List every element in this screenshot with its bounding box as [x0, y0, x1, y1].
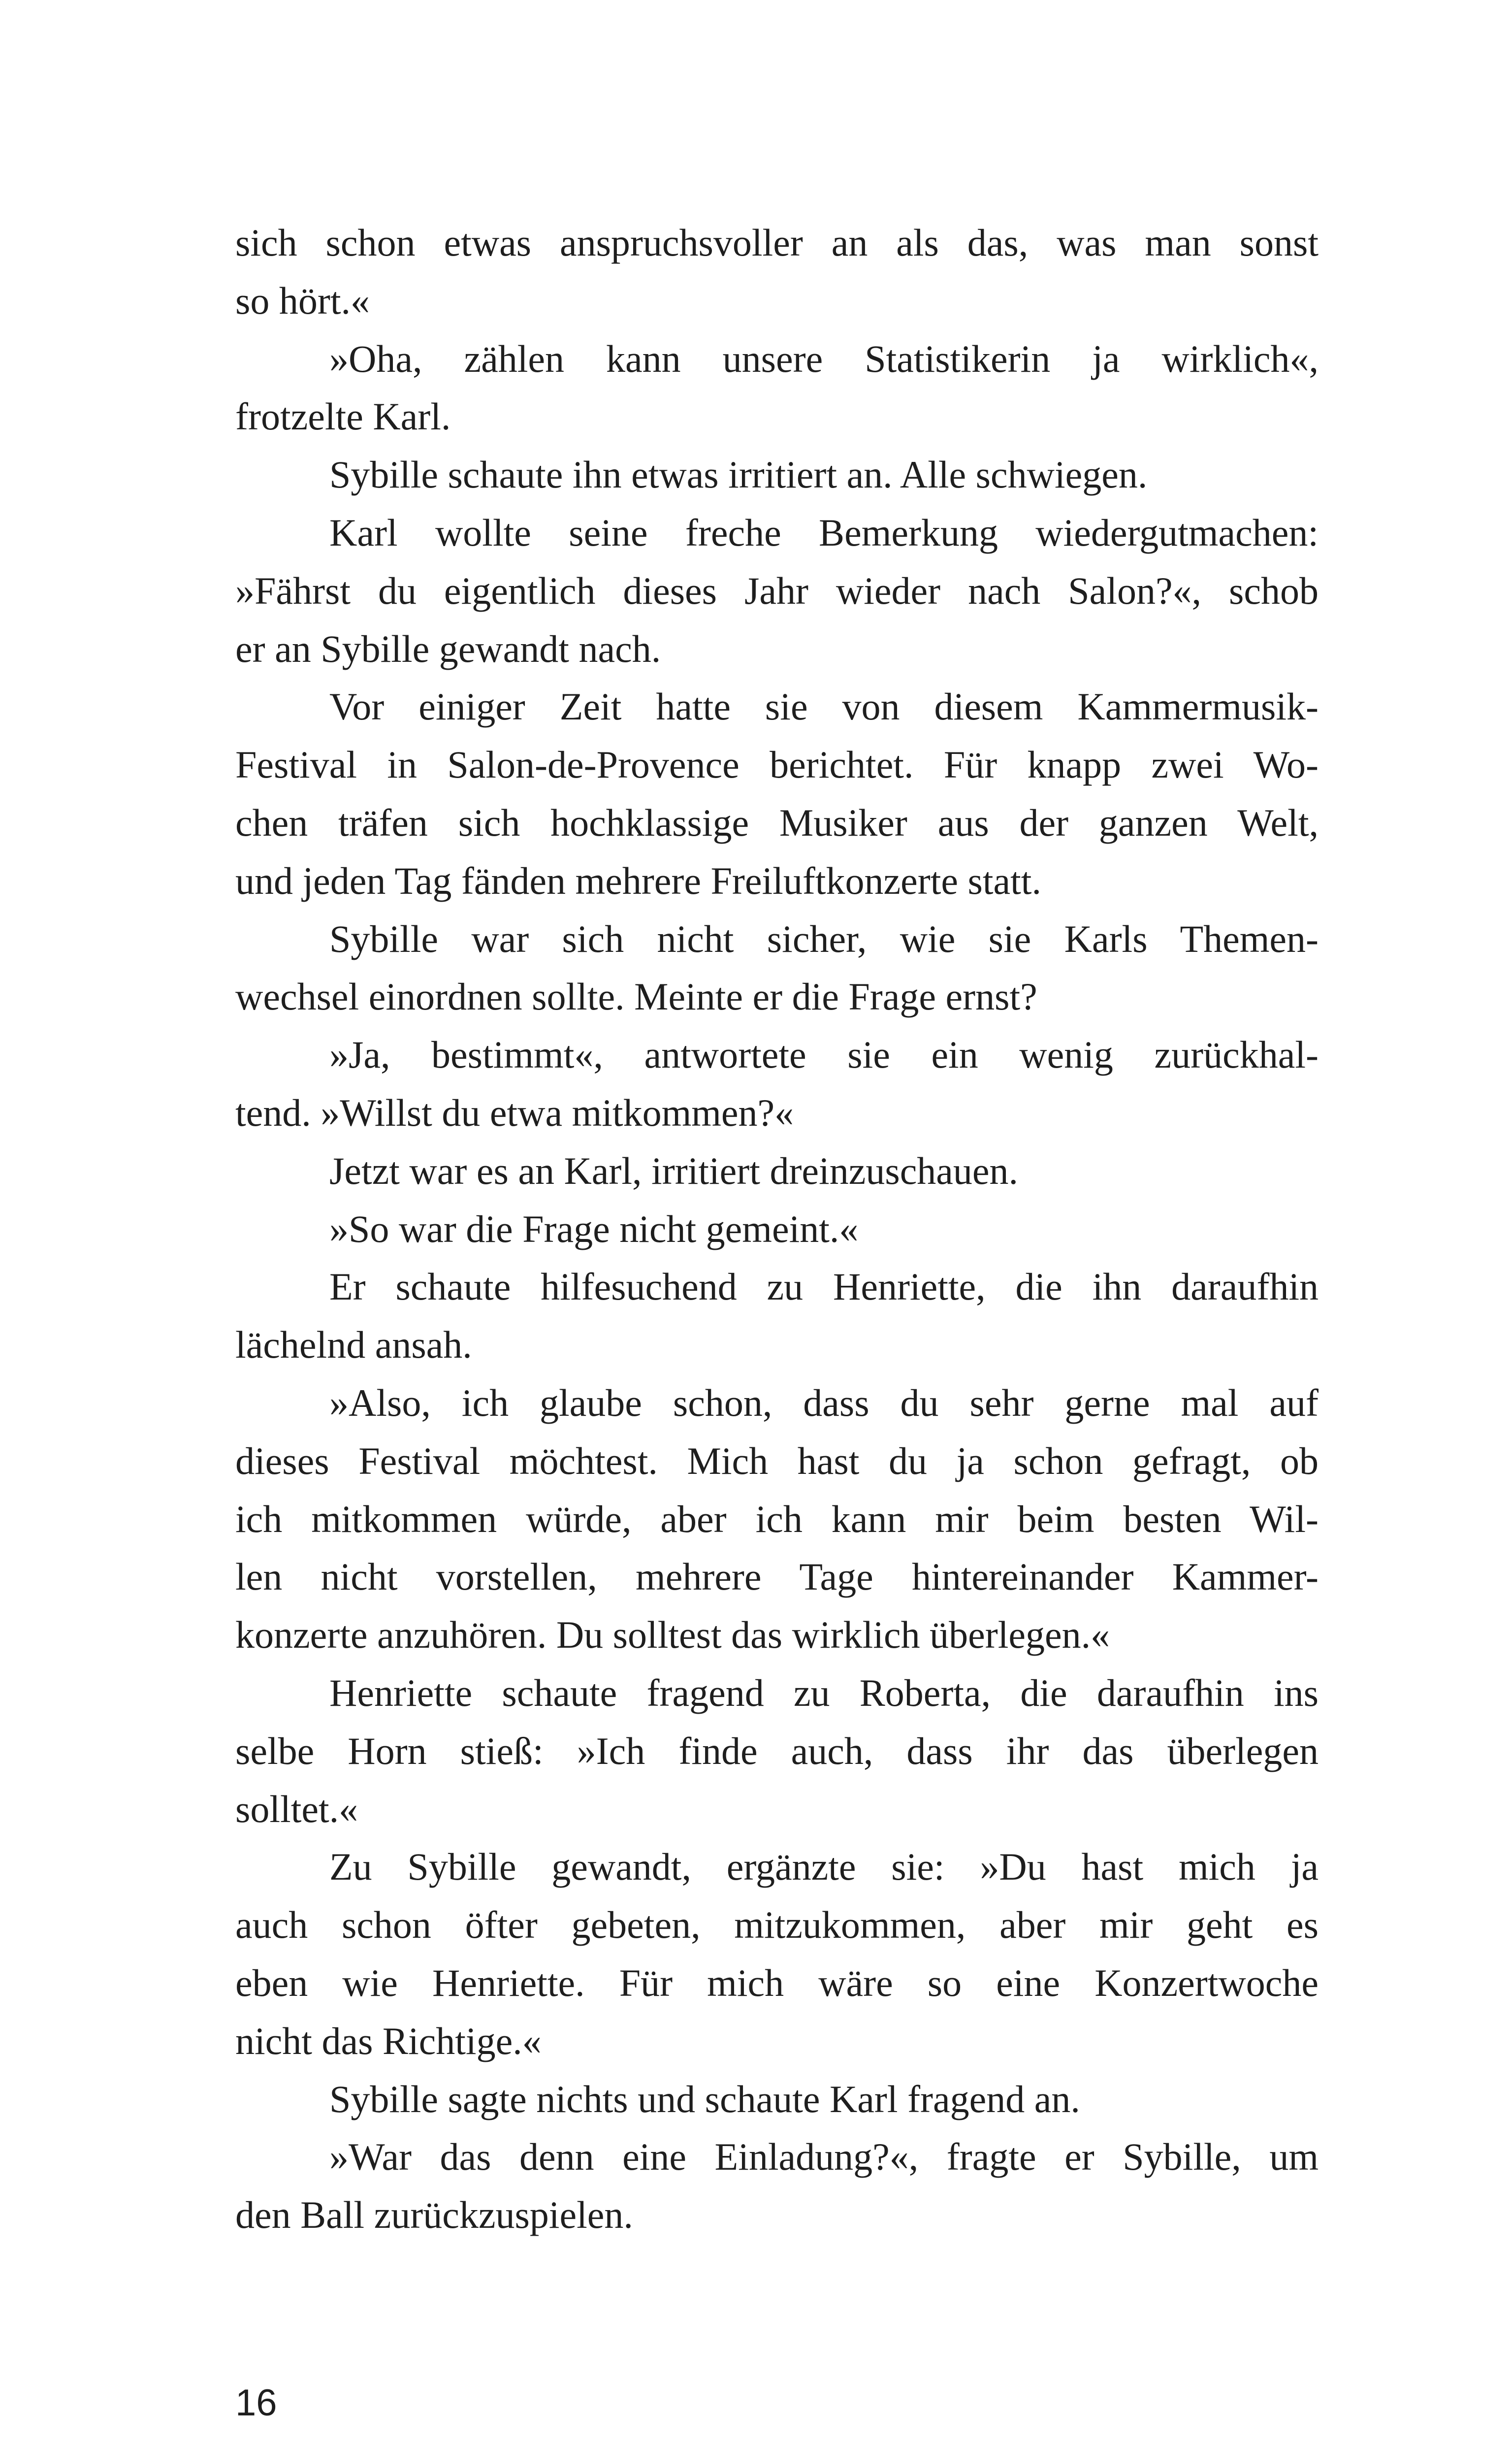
text-line: sich schon etwas anspruchsvoller an als das, was man sonst [235, 221, 1319, 264]
text-line: und jeden Tag fänden mehrere Freiluftkonzerte statt. [235, 859, 1041, 902]
text-line: so hört.« [235, 279, 370, 322]
text-line: wechsel einordnen sollte. Meinte er die Frage ernst? [235, 975, 1037, 1018]
text-line: Henriette schaute fragend zu Roberta, die daraufhin ins [329, 1671, 1319, 1714]
text-line: Sybille schaute ihn etwas irritiert an. Alle schwiegen. [329, 453, 1148, 496]
text-line: Vor einiger Zeit hatte sie von diesem Kammermusik- [329, 685, 1319, 728]
text-line: eben wie Henriette. Für mich wäre so eine Konzertwoche [235, 1961, 1319, 2004]
text-line: solltet.« [235, 1787, 358, 1830]
text-line: len nicht vorstellen, mehrere Tage hintereinander Kammer- [235, 1555, 1319, 1598]
text-line: »So war die Frage nicht gemeint.« [329, 1207, 859, 1250]
text-line: selbe Horn stieß: »Ich finde auch, dass ihr das überlegen [235, 1729, 1319, 1772]
text-line: tend. »Willst du etwa mitkommen?« [235, 1091, 794, 1134]
text-line: »Fährst du eigentlich dieses Jahr wieder nach Salon?«, schob [235, 569, 1319, 612]
text-line: chen träfen sich hochklassige Musiker aus der ganzen Welt, [235, 801, 1319, 844]
text-line: konzerte anzuhören. Du solltest das wirklich überlegen.« [235, 1613, 1110, 1657]
text-line: den Ball zurückzuspielen. [235, 2193, 633, 2237]
text-line: dieses Festival möchtest. Mich hast du ja schon gefragt, ob [235, 1439, 1319, 1482]
text-line: Jetzt war es an Karl, irritiert dreinzuschauen. [329, 1149, 1019, 1192]
text-line: ich mitkommen würde, aber ich kann mir beim besten Wil- [235, 1497, 1319, 1540]
text-line: Festival in Salon-de-Provence berichtet. Für knapp zwei Wo- [235, 743, 1319, 786]
page-body-text [235, 214, 1319, 2244]
text-line: »Oha, zählen kann unsere Statistikerin ja wirklich«, [329, 337, 1319, 380]
text-line: »Also, ich glaube schon, dass du sehr gerne mal auf [329, 1381, 1319, 1424]
text-line: frotzelte Karl. [235, 395, 451, 438]
text-line: Sybille war sich nicht sicher, wie sie Karls Themen- [329, 917, 1319, 960]
page-number: 16 [235, 2382, 277, 2424]
text-line: Zu Sybille gewandt, ergänzte sie: »Du hast mich ja [329, 1845, 1319, 1889]
text-line: Er schaute hilfesuchend zu Henriette, die ihn daraufhin [329, 1265, 1319, 1308]
text-line: Sybille sagte nichts und schaute Karl fragend an. [329, 2077, 1080, 2120]
text-line: nicht das Richtige.« [235, 2019, 542, 2062]
text-line: er an Sybille gewandt nach. [235, 627, 661, 670]
text-line: auch schon öfter gebeten, mitzukommen, aber mir geht es [235, 1903, 1319, 1947]
text-line: »Ja, bestimmt«, antwortete sie ein wenig zurückhal- [329, 1033, 1319, 1076]
text-line: Karl wollte seine freche Bemerkung wiedergutmachen: [329, 511, 1319, 554]
text-line: lächelnd ansah. [235, 1323, 472, 1367]
text-line: »War das denn eine Einladung?«, fragte er Sybille, um [329, 2135, 1319, 2179]
